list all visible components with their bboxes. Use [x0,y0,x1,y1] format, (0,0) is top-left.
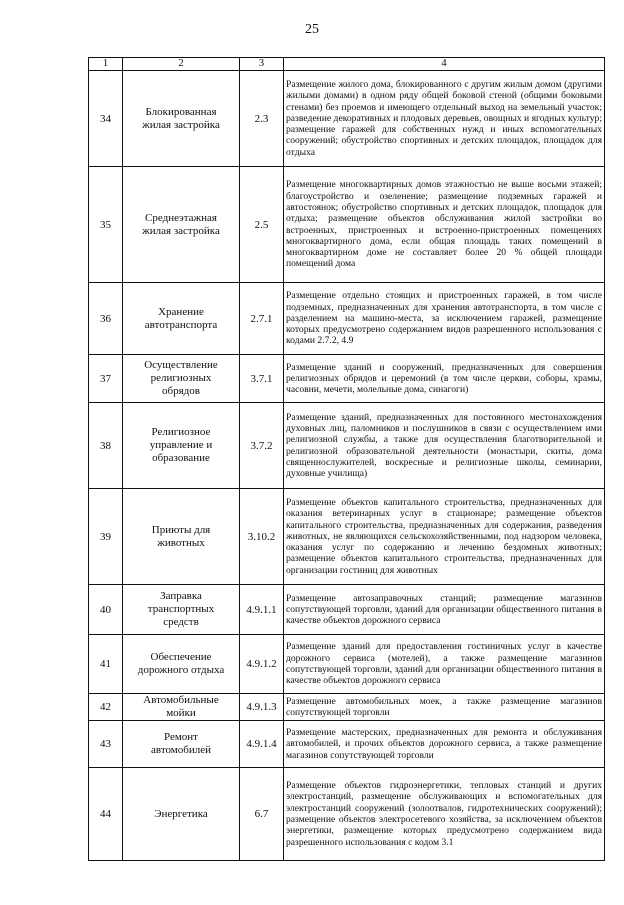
header-cell: 3 [240,58,284,71]
row-name: Среднеэтажная жилая застройка [123,167,240,283]
row-code: 2.5 [240,167,284,283]
row-name: Обеспечение дорожного отдыха [123,635,240,694]
row-code: 3.7.2 [240,403,284,489]
row-description: Размещение зданий для предоставления гостиничных услуг в качестве дорожного сервиса (мотелей), а также размещение магазинов сопутствующей торговли, зданий для организации общественного питания в качестве объектов дорожного сервиса [284,635,605,694]
table-row [89,694,605,721]
row-number: 44 [89,768,123,861]
row-number: 39 [89,489,123,585]
row-number: 42 [89,694,123,721]
row-code: 4.9.1.4 [240,721,284,768]
table-row [89,489,605,585]
row-code: 3.10.2 [240,489,284,585]
row-name: Автомобильные мойки [123,694,240,721]
row-number: 34 [89,71,123,167]
row-code: 4.9.1.1 [240,585,284,635]
row-name: Приюты для животных [123,489,240,585]
row-code: 2.7.1 [240,283,284,355]
row-description: Размещение зданий, предназначенных для постоянного местонахождения духовных лиц, паломников и послушников в связи с осуществлением ими религиозной службы, а также для осуществления благотворительной и религиозной образовательной деятельности (монастыри, скиты, дома священнослужителей, воскресные и религиозные школы, семинарии, духовные училища) [284,403,605,489]
table-header-row [89,58,605,71]
page-number: 25 [305,22,319,37]
row-number: 38 [89,403,123,489]
row-number: 41 [89,635,123,694]
row-code: 4.9.1.3 [240,694,284,721]
land-use-table [88,57,605,861]
table-row [89,355,605,403]
table-row [89,585,605,635]
table-row [89,768,605,861]
row-name: Хранение автотранспорта [123,283,240,355]
row-name: Ремонт автомобилей [123,721,240,768]
table-row [89,721,605,768]
row-name: Заправка транспортных средств [123,585,240,635]
row-description: Размещение жилого дома, блокированного с другим жилым домом (другими жилыми домами) в одном ряду общей боковой стеной (общими боковыми стенами) без проемов и имеющего отдельный выход на земельный участок; разведение декоративных и плодовых деревьев, овощных и ягодных культур; размещение гаражей для собственных нужд и иных вспомогательных сооружений; обустройство спортивных и детских площадок, площадок для отдыха [284,71,605,167]
row-number: 40 [89,585,123,635]
row-description: Размещение автомобильных моек, а также размещение магазинов сопутствующей торговли [284,694,605,721]
row-number: 35 [89,167,123,283]
row-name: Энергетика [123,768,240,861]
row-description: Размещение отдельно стоящих и пристроенных гаражей, в том числе подземных, предназначенных для хранения автотранспорта, в том числе с разделением на машино-места, за исключением гаражей, размещение которых предусмотрено содержанием видов разрешенного использования с кодами 2.7.2, 4.9 [284,283,605,355]
row-description: Размещение объектов капитального строительства, предназначенных для оказания ветеринарных услуг в стационаре; размещение объектов капитального строительства, предназначенных для содержания, разведения животных, не являющихся сельскохозяйственными, под надзором человека, оказания услуг по содержанию и лечению бездомных животных; размещение объектов капитального строительства, предназначенных для организации гостиниц для животных [284,489,605,585]
row-code: 3.7.1 [240,355,284,403]
header-cell: 1 [89,58,123,71]
row-description: Размещение мастерских, предназначенных для ремонта и обслуживания автомобилей, и прочих объектов дорожного сервиса, а также размещение магазинов сопутствующей торговли [284,721,605,768]
table-row [89,167,605,283]
row-number: 37 [89,355,123,403]
row-number: 36 [89,283,123,355]
row-number: 43 [89,721,123,768]
table-row [89,71,605,167]
table-row [89,635,605,694]
header-cell: 2 [123,58,240,71]
table-row [89,283,605,355]
row-code: 4.9.1.2 [240,635,284,694]
row-name: Осуществление религиозных обрядов [123,355,240,403]
row-description: Размещение зданий и сооружений, предназначенных для совершения религиозных обрядов и церемоний (в том числе церкви, соборы, храмы, часовни, мечети, молельные дома, синагоги) [284,355,605,403]
table-row [89,403,605,489]
row-description: Размещение объектов гидроэнергетики, тепловых станций и других электростанций, размещение обслуживающих и вспомогательных для электростанций сооружений (золоотвалов, гидротехнических сооружений); размещение объектов электросетевого хозяйства, за исключением объектов энергетики, размещение которых предусмотрено содержанием вида разрешенного использования с кодом 3.1 [284,768,605,861]
row-description: Размещение многоквартирных домов этажностью не выше восьми этажей; благоустройство и озеленение; размещение подземных гаражей и автостоянок; обустройство спортивных и детских площадок, площадок для отдыха; размещение объектов обслуживания жилой застройки во встроенных, пристроенных и встроенно-пристроенных помещениях многоквартирного дома, если общая площадь таких помещений в многоквартирном доме не составляет более 20 % общей площади помещений дома [284,167,605,283]
header-cell: 4 [284,58,605,71]
row-code: 2.3 [240,71,284,167]
row-code: 6.7 [240,768,284,861]
row-name: Блокированная жилая застройка [123,71,240,167]
row-name: Религиозное управление и образование [123,403,240,489]
row-description: Размещение автозаправочных станций; размещение магазинов сопутствующей торговли, зданий для организации общественного питания в качестве объектов дорожного сервиса [284,585,605,635]
